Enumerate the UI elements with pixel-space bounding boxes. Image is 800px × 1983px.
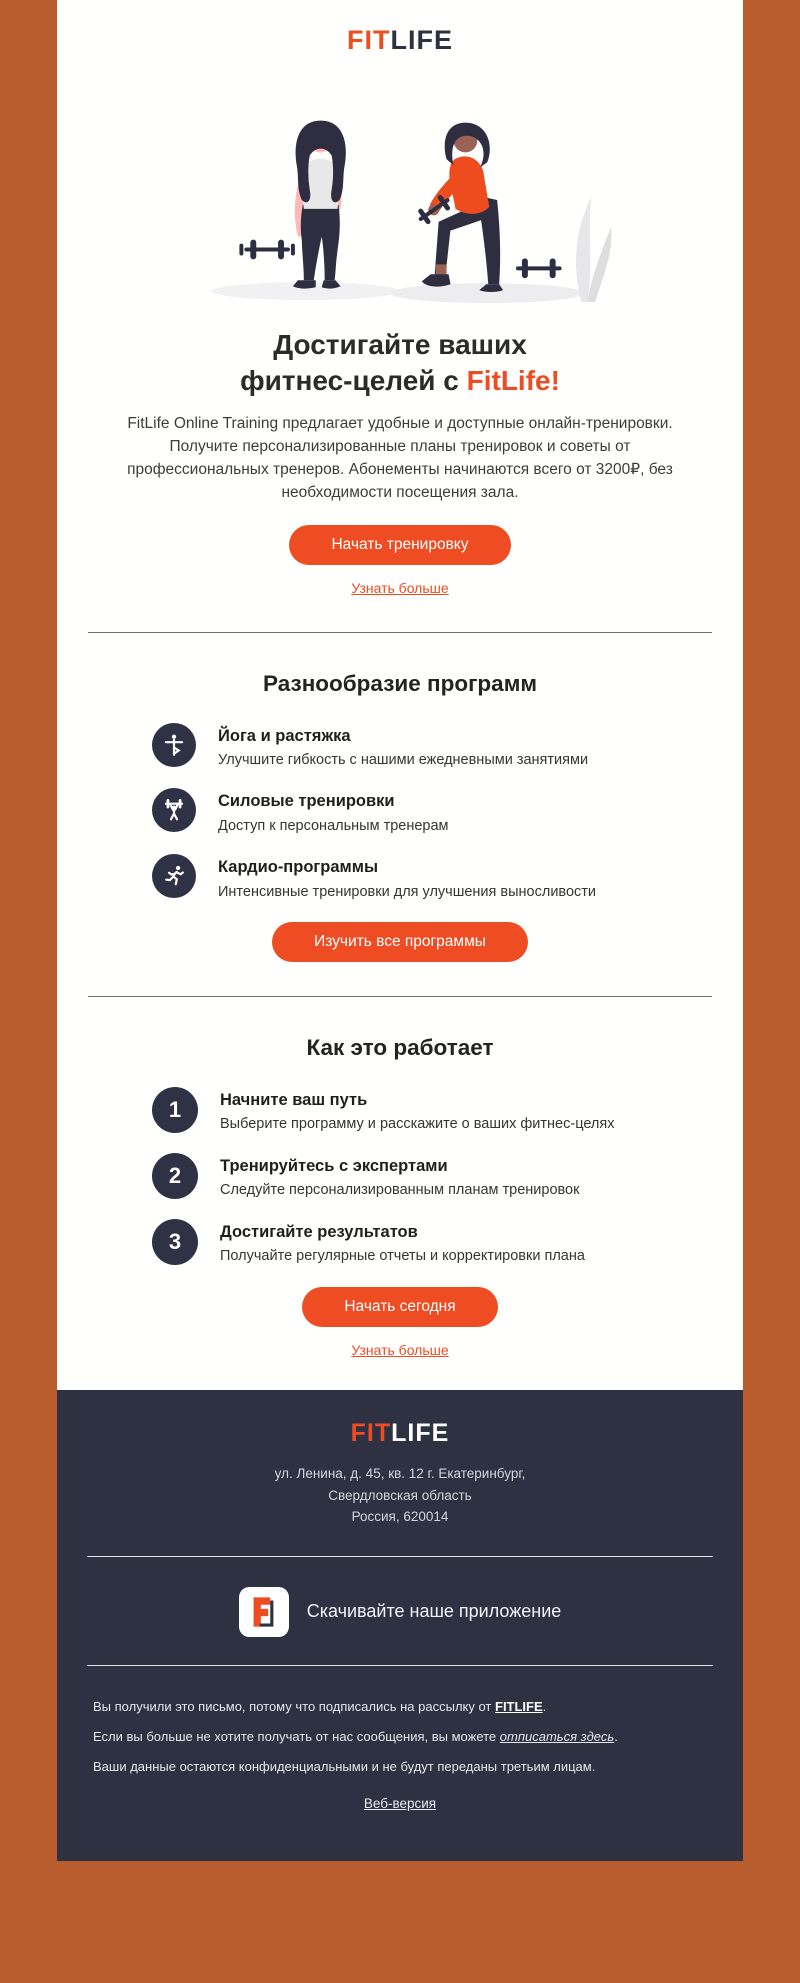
how-it-works-title: Как это работает xyxy=(306,1035,494,1061)
plant-leaf xyxy=(587,226,611,301)
step-title: Тренируйтесь с экспертами xyxy=(220,1156,448,1175)
fitness-illustration xyxy=(57,80,743,313)
yoga-icon xyxy=(152,723,196,767)
cardio-icon xyxy=(152,854,196,898)
legal-line-3: Ваши данные остаются конфиденциальными и не будут переданы третьим лицам. xyxy=(93,1758,596,1774)
fitlife-app-icon xyxy=(239,1587,289,1637)
step-description: Следуйте персонализированным планам тренировок xyxy=(220,1182,580,1199)
brand-logo-fit: FIT xyxy=(347,25,391,55)
step-description: Выберите программу и расскажите о ваших фитнес-целях xyxy=(220,1116,615,1133)
hero-title xyxy=(57,327,743,400)
footer-divider xyxy=(87,1665,713,1666)
programs-list xyxy=(152,723,743,902)
footer-logo xyxy=(351,1420,450,1448)
address-line: Свердловская область xyxy=(328,1487,472,1503)
program-item-yoga xyxy=(152,723,743,771)
step-item-2 xyxy=(152,1153,743,1201)
learn-more-link-top[interactable]: Узнать больше xyxy=(351,579,449,596)
program-description: Доступ к персональным тренерам xyxy=(218,817,449,834)
program-item-cardio xyxy=(152,854,743,902)
address-line: Россия, 620014 xyxy=(351,1509,449,1525)
step-number: 1 xyxy=(168,1097,182,1123)
footer-logo-life: LIFE xyxy=(391,1418,450,1447)
strength-icon xyxy=(152,788,196,832)
step-title: Достигайте результатов xyxy=(220,1222,418,1241)
step-description: Получайте регулярные отчеты и корректировки плана xyxy=(220,1248,585,1264)
hero-title-brand: FitLife! xyxy=(466,365,560,397)
legal-line-1: Вы получили это письмо, потому что подписались на рассылку от FITLIFE. xyxy=(93,1698,547,1714)
email-footer xyxy=(57,1390,743,1861)
step-item-1 xyxy=(152,1087,743,1135)
footer-divider xyxy=(87,1556,713,1557)
brand-logo[interactable] xyxy=(347,26,453,56)
program-title: Йога и растяжка xyxy=(218,726,351,745)
hero-title-line2: фитнес-целей с xyxy=(240,365,467,397)
step-number: 3 xyxy=(168,1228,182,1254)
step-item-3 xyxy=(152,1219,743,1267)
step-number-badge xyxy=(152,1219,198,1265)
floor-dumbbell-right xyxy=(516,258,562,278)
steps-list xyxy=(152,1087,743,1266)
lunging-woman xyxy=(414,122,503,291)
learn-more-link-bottom[interactable]: Узнать больше xyxy=(351,1341,449,1358)
start-training-button[interactable]: Начать тренировку xyxy=(289,525,510,565)
section-divider xyxy=(88,632,712,633)
program-title: Силовые тренировки xyxy=(218,792,395,811)
plant-leaf xyxy=(576,197,591,302)
brand-logo-life: LIFE xyxy=(390,25,453,55)
unsubscribe-link[interactable]: отписаться здесь xyxy=(499,1728,615,1744)
footer-logo-fit: FIT xyxy=(350,1418,392,1447)
web-version-link[interactable]: Веб-версия xyxy=(363,1795,437,1811)
step-number: 2 xyxy=(168,1162,182,1188)
start-today-button[interactable]: Начать сегодня xyxy=(302,1287,497,1327)
step-number-badge xyxy=(152,1153,198,1199)
standing-woman xyxy=(293,120,346,288)
step-title: Начните ваш путь xyxy=(220,1091,368,1110)
email-container xyxy=(57,0,743,1861)
fitlife-link[interactable]: FITLIFE xyxy=(495,1698,543,1714)
hero-title-line1: Достигайте ваших xyxy=(273,328,527,360)
programs-title: Разнообразие программ xyxy=(263,670,537,696)
legal-text xyxy=(93,1692,707,1782)
floor-dumbbell-left xyxy=(239,239,295,259)
program-description: Улучшите гибкость с нашими ежедневными занятиями xyxy=(218,751,589,768)
explore-programs-button[interactable]: Изучить все программы xyxy=(272,922,528,962)
legal-line-2: Если вы больше не хотите получать от нас сообщения, вы можете отписаться здесь. xyxy=(93,1728,618,1744)
app-download-text: Скачивайте наше приложение xyxy=(306,1601,562,1622)
program-description: Интенсивные тренировки для улучшения выносливости xyxy=(218,883,597,900)
email-body xyxy=(57,0,743,1390)
app-download-row[interactable] xyxy=(57,1587,743,1637)
program-title: Кардио-программы xyxy=(218,858,379,877)
section-divider xyxy=(88,996,712,997)
step-number-badge xyxy=(152,1087,198,1133)
two-women-training-illustration xyxy=(185,80,615,308)
hero-paragraph: FitLife Online Training предлагает удобные и доступные онлайн-тренировки. Получите персонализированные планы тренировок и советы от профессиональных тренеров. Абонементы начинаются всего от 3200₽, без необходимости посещения зала. xyxy=(127,415,673,501)
address-line: ул. Ленина, д. 45, кв. 12 г. Екатеринбург, xyxy=(274,1466,526,1482)
company-address xyxy=(57,1463,743,1528)
program-item-strength xyxy=(152,788,743,836)
